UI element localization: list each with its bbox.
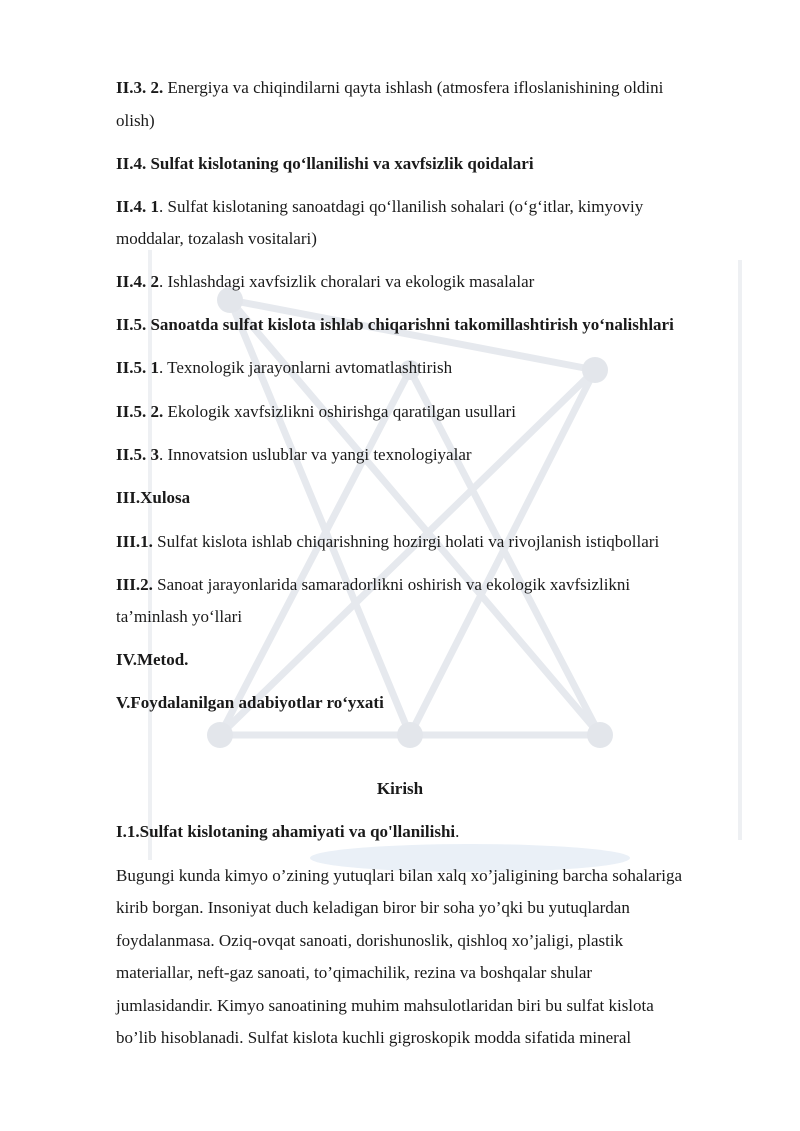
toc-entry-ii-4-1-cont: moddalar, tozalash vositalari)	[116, 229, 317, 248]
paragraph-line: Bugungi kunda kimyo o’zining yutuqlari bilan xalq xo’jaligining barcha sohalariga	[116, 866, 683, 885]
toc-entry-ii-4-2	[116, 272, 534, 292]
toc-section-v: V.Foydalanilgan adabiyotlar ro‘yxati	[116, 693, 384, 712]
paragraph-line: bo’lib hisoblanadi. Sulfat kislota kuchli gigroskopik modda sifatida mineral	[116, 1028, 632, 1047]
paragraph-line: materiallar, neft-gaz sanoati, to’qimachilik, rezina va boshqalar shular	[116, 963, 593, 982]
subheading-text: I.1.Sulfat kislotaning ahamiyati va qo'llanilishi	[116, 822, 456, 841]
toc-section-iii: III.Xulosa	[116, 488, 191, 507]
toc-entry-ii-3-2	[116, 78, 663, 98]
toc-number: II.5. 1	[116, 358, 159, 377]
toc-text: Ekologik xavfsizlikni oshirishga qaratilgan usullari	[163, 402, 516, 421]
toc-number: II.3. 2.	[116, 78, 164, 97]
toc-number: II.5. 2.	[116, 402, 164, 421]
toc-number: III.2.	[116, 575, 153, 594]
toc-text: Sanoat jarayonlarida samaradorlikni oshirish va ekologik xavfsizlikni	[152, 575, 631, 594]
toc-entry-iii-1	[116, 532, 659, 552]
intro-heading: Kirish	[376, 779, 424, 798]
toc-entry-ii-5-1	[116, 358, 452, 378]
toc-number: II.4. 1	[116, 197, 159, 216]
toc-entry-ii-3-2-cont: olish)	[116, 111, 155, 130]
intro-subheading	[116, 822, 459, 842]
subheading-punct: .	[455, 822, 460, 841]
toc-entry-ii-5-3	[116, 445, 472, 465]
toc-text: . Innovatsion uslublar va yangi texnologiyalar	[158, 445, 472, 464]
toc-number: III.1.	[116, 532, 153, 551]
paragraph-line: kirib borgan. Insoniyat duch keladigan biror bir soha yo’qki bu yutuqlardan	[116, 898, 630, 917]
paragraph-line: foydalanmasa. Oziq-ovqat sanoati, dorishunoslik, qishloq xo’jaligi, plastik	[116, 931, 624, 950]
toc-number: II.5. 3	[116, 445, 159, 464]
toc-entry-ii-4-1	[116, 197, 643, 217]
toc-entry-iii-2-cont: ta’minlash yo‘llari	[116, 607, 243, 626]
toc-entry-ii-5-2	[116, 402, 516, 422]
toc-text: Energiya va chiqindilarni qayta ishlash (atmosfera ifloslanishining oldini	[163, 78, 664, 97]
toc-text: . Sulfat kislotaning sanoatdagi qo‘llanilish sohalari (o‘g‘itlar, kimyoviy	[158, 197, 644, 216]
toc-text: Sulfat kislota ishlab chiqarishning hozirgi holati va rivojlanish istiqbollari	[152, 532, 660, 551]
toc-section-ii-4: II.4. Sulfat kislotaning qo‘llanilishi va xavfsizlik qoidalari	[116, 154, 534, 173]
toc-number: II.4. 2	[116, 272, 159, 291]
toc-text: . Ishlashdagi xavfsizlik choralari va ekologik masalalar	[158, 272, 535, 291]
toc-entry-iii-2	[116, 575, 630, 595]
toc-text: . Texnologik jarayonlarni avtomatlashtirish	[158, 358, 453, 377]
paragraph-line: jumlasidandir. Kimyo sanoatining muhim mahsulotlaridan biri bu sulfat kislota	[116, 996, 654, 1015]
toc-section-iv: IV.Metod.	[116, 650, 189, 669]
toc-section-ii-5: II.5. Sanoatda sulfat kislota ishlab chiqarishni takomillashtirish yo‘nalishlari	[116, 315, 674, 334]
